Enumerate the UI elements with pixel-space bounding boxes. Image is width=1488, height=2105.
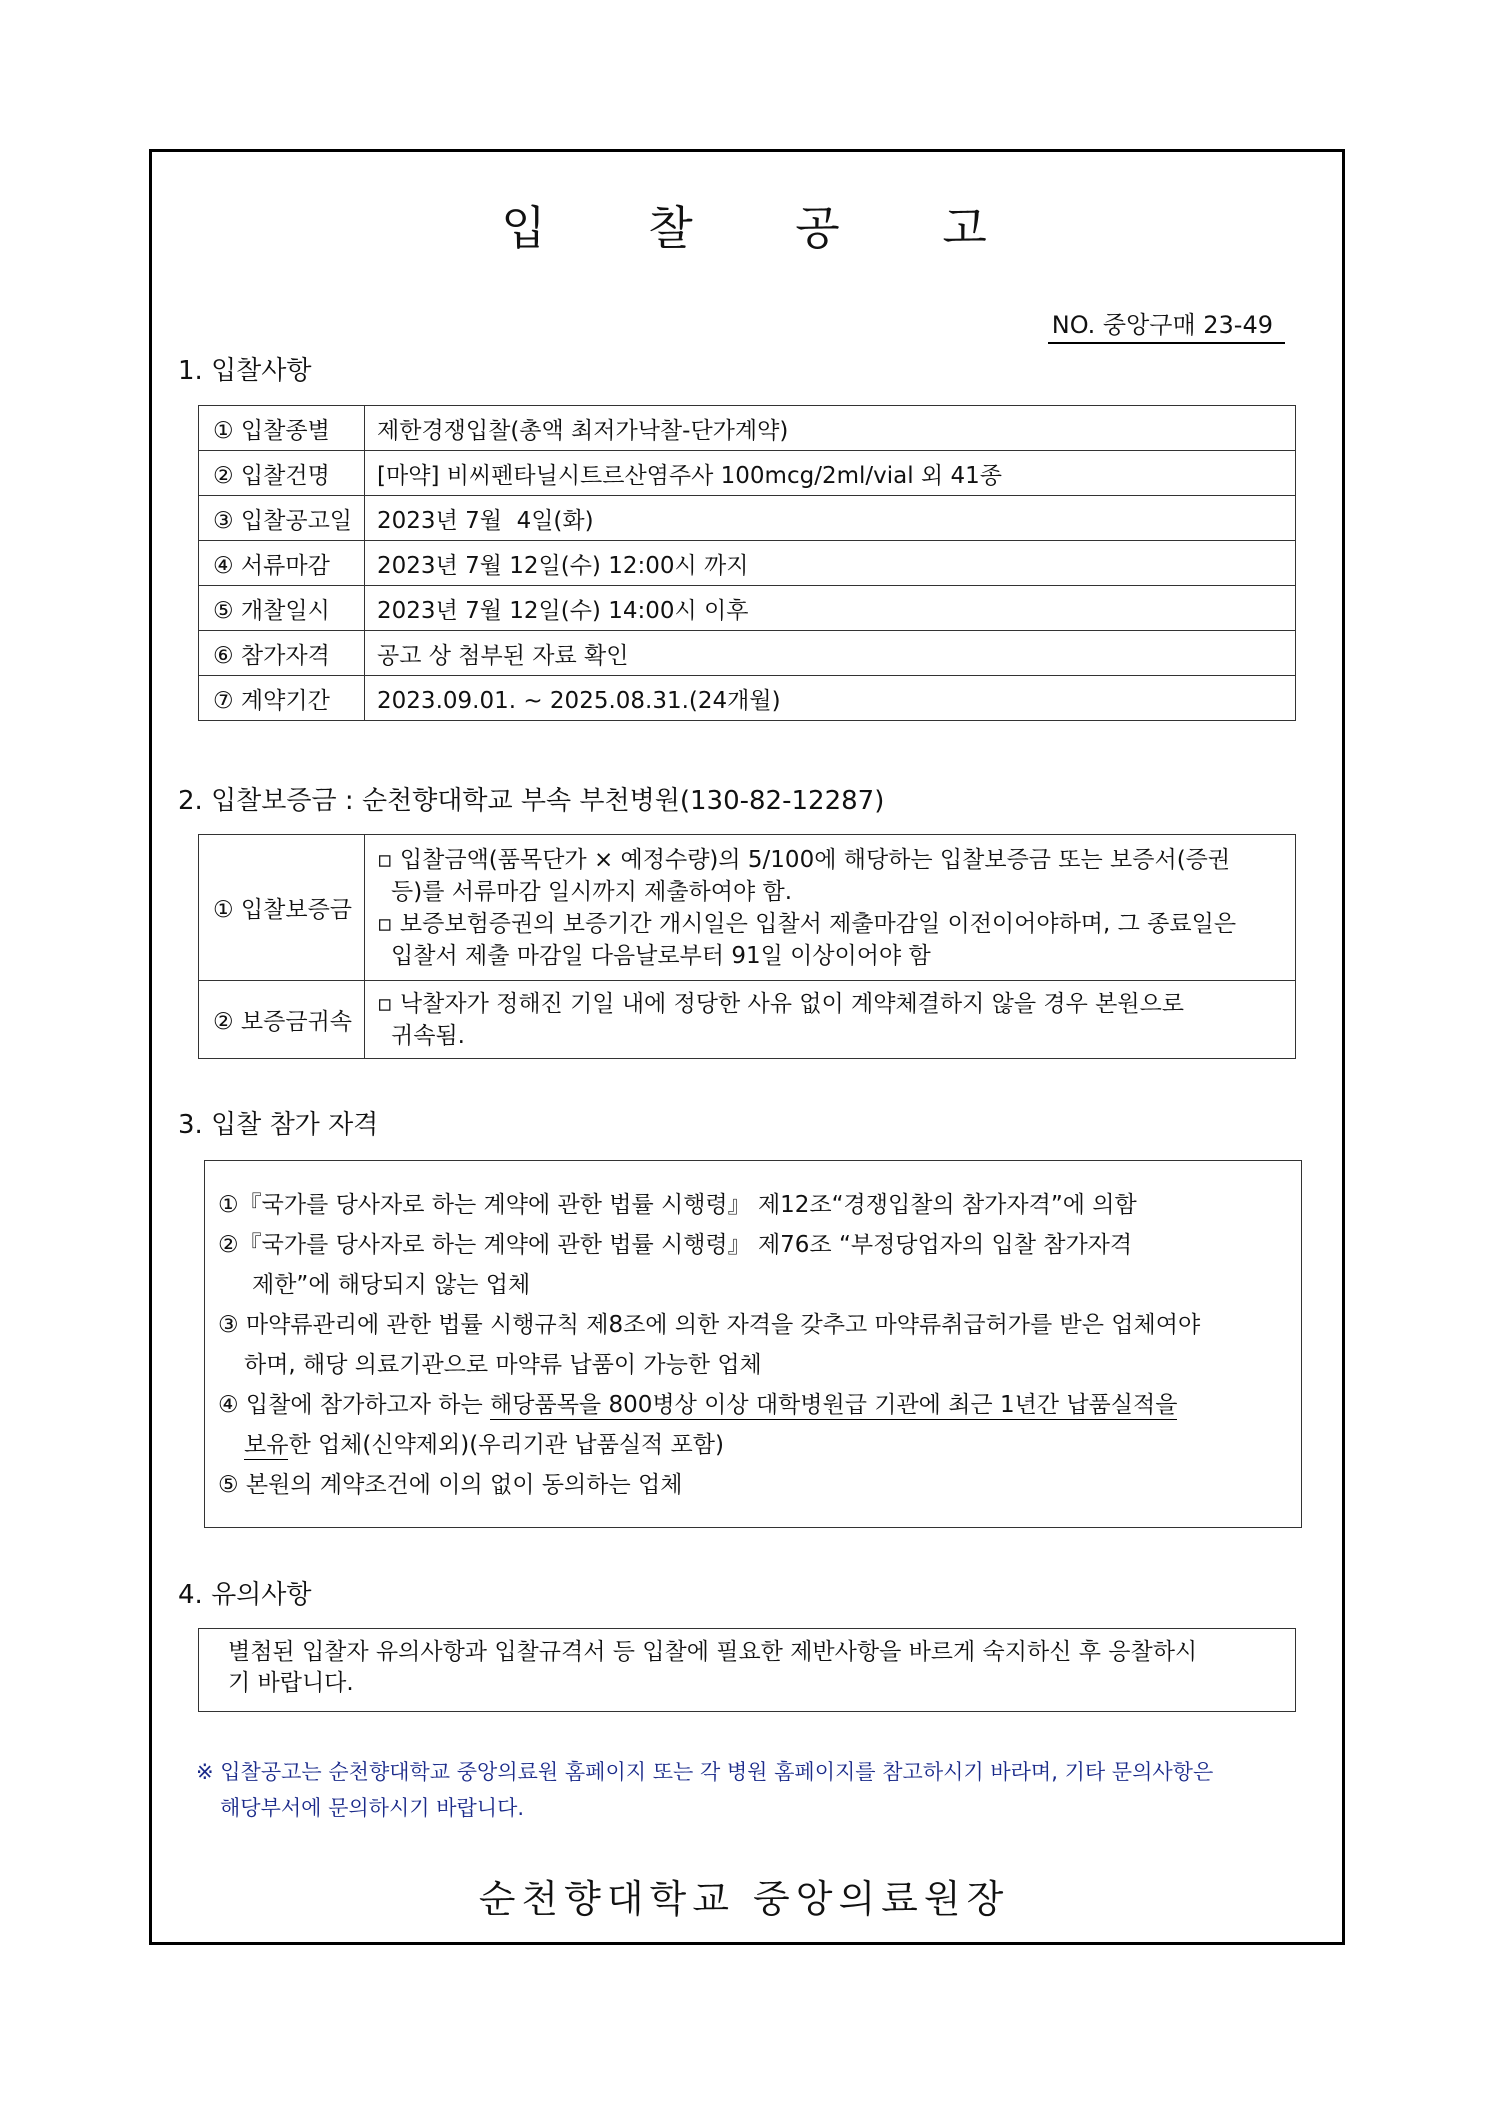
deposit-line: ▫ 입찰금액(품목단가 × 예정수량)의 5/100에 해당하는 입찰보증금 또는 보증서(증권 [377,846,1231,873]
section-3-heading: 3. 입찰 참가 자격 [178,1110,379,1140]
bid-info-label: ① 입찰종별 [199,406,365,451]
deposit-label: ② 보증금귀속 [199,981,365,1059]
bid-info-row [199,586,1296,631]
deposit-content [365,981,1296,1059]
bid-info-value: 2023년 7월 12일(수) 12:00시 까지 [365,541,1296,586]
bid-info-table [198,405,1296,721]
deposit-line: 귀속됨. [391,1022,465,1049]
bid-info-row [199,451,1296,496]
bid-info-value: [마약] 비씨펜타닐시트르산염주사 100mcg/2ml/vial 외 41종 [365,451,1296,496]
footnote-line: 해당부서에 문의하시기 바랍니다. [220,1796,525,1820]
deposit-row [199,981,1296,1059]
notice-line: 기 바랍니다. [228,1670,354,1696]
bid-info-label: ⑥ 참가자격 [199,631,365,676]
underlined-requirement: 보유 [244,1432,289,1458]
bid-info-label: ④ 서류마감 [199,541,365,586]
qualification-text: 한 업체(신약제외)(우리기관 납품실적 포함) [288,1432,724,1458]
footnote [196,1754,1213,1826]
bid-info-row [199,406,1296,451]
bid-info-value: 2023.09.01. ~ 2025.08.31.(24개월) [365,676,1296,721]
issuer-signature: 순천향대학교 중앙의료원장 [478,1877,1010,1921]
deposit-line: 입찰서 제출 마감일 다음날로부터 91일 이상이어야 함 [391,942,931,969]
qualification-text: ④ 입찰에 참가하고자 하는 [218,1392,491,1418]
bid-info-value: 제한경쟁입찰(총액 최저가낙찰-단가계약) [365,406,1296,451]
deposit-line: ▫ 낙찰자가 정해진 기일 내에 정당한 사유 없이 계약체결하지 않을 경우 본원으로 [377,990,1185,1017]
deposit-line: ▫ 보증보험증권의 보증기간 개시일은 입찰서 제출마감일 이전이어야하며, 그 종료일은 [377,910,1237,937]
bid-info-label: ⑦ 계약기간 [199,676,365,721]
bid-info-row [199,496,1296,541]
section-4-heading: 4. 유의사항 [178,1580,312,1610]
notice-text [228,1637,1268,1699]
qualification-item [218,1386,1177,1419]
bid-info-value: 2023년 7월 4일(화) [365,496,1296,541]
deposit-line: 등)를 서류마감 일시까지 제출하여야 함. [391,878,793,905]
deposit-label: ① 입찰보증금 [199,835,365,981]
document-number: NO. 중앙구매 23-49 [1048,305,1285,344]
underlined-requirement: 해당품목을 800병상 이상 대학병원급 기관에 최근 1년간 납품실적을 [490,1392,1178,1418]
section-2-heading: 2. 입찰보증금 : 순천향대학교 부속 부천병원(130-82-12287) [178,786,885,816]
deposit-table [198,834,1296,1059]
qualification-item: ⑤ 본원의 계약조건에 이의 없이 동의하는 업체 [218,1472,683,1498]
deposit-content [365,835,1296,981]
bid-info-label: ⑤ 개찰일시 [199,586,365,631]
qualification-item: ①『국가를 당사자로 하는 계약에 관한 법률 시행령』 제12조“경쟁입찰의 참가자격”에 의함 [218,1192,1137,1218]
qualification-item: ③ 마약류관리에 관한 법률 시행규칙 제8조에 의한 자격을 갖추고 마약류취급허가를 받은 업체여야 [218,1312,1201,1338]
footnote-line: ※ 입찰공고는 순천향대학교 중앙의료원 홈페이지 또는 각 병원 홈페이지를 참고하시기 바라며, 기타 문의사항은 [196,1760,1214,1784]
notice-line: 별첨된 입찰자 유의사항과 입찰규격서 등 입찰에 필요한 제반사항을 바르게 숙지하신 후 응찰하시 [228,1639,1198,1665]
qualification-item-continued: 하며, 해당 의료기관으로 마약류 납품이 가능한 업체 [244,1352,762,1378]
bid-info-row [199,676,1296,721]
bid-info-value: 공고 상 첨부된 자료 확인 [365,631,1296,676]
qualification-item: ②『국가를 당사자로 하는 계약에 관한 법률 시행령』 제76조 “부정당업자의 입찰 참가자격 [218,1232,1133,1258]
bid-info-row [199,541,1296,586]
document-title: 입 찰 공 고 [501,201,1031,255]
qualification-item-continued [244,1426,724,1459]
bid-info-label: ② 입찰건명 [199,451,365,496]
bid-info-row [199,631,1296,676]
deposit-row [199,835,1296,981]
bid-info-label: ③ 입찰공고일 [199,496,365,541]
qualification-item-continued: 제한”에 해당되지 않는 업체 [252,1272,531,1298]
section-1-heading: 1. 입찰사항 [178,356,312,386]
bid-info-value: 2023년 7월 12일(수) 14:00시 이후 [365,586,1296,631]
